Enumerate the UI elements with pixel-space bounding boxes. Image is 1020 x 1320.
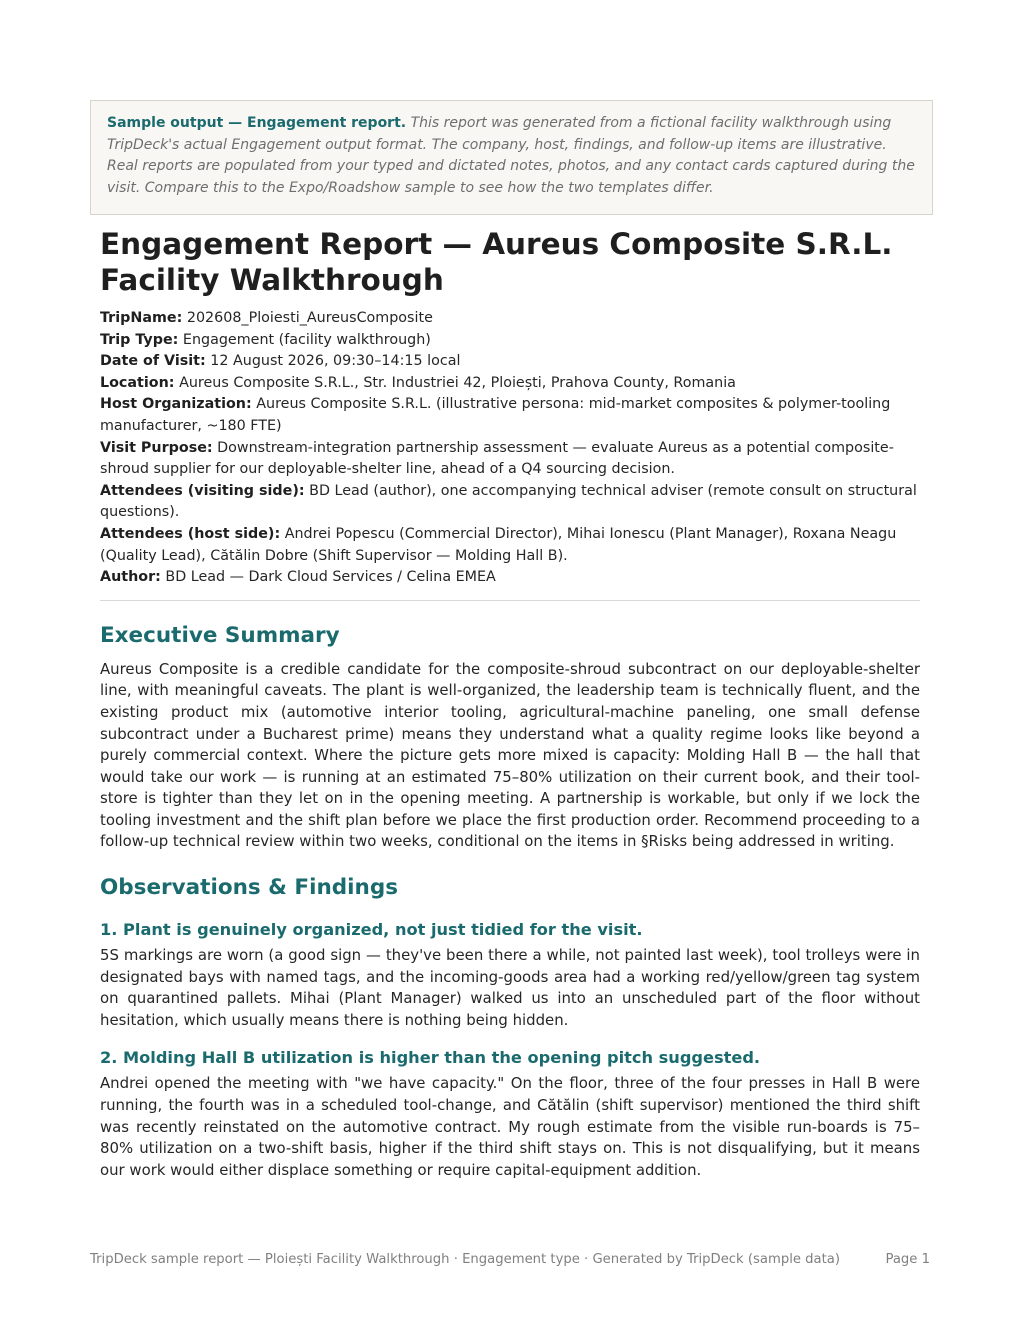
meta-key: Date of Visit: — [100, 353, 206, 370]
sample-notice-text: This report was generated from a fictional facility walkthrough using TripDeck's actual Engagement output format. The company, host, findings, and follow-up items are illustrative. Real reports are populated from your typed and dictated notes, photos, and any contact cards captured during the visit. Compare this to the Expo/Roadshow sample to see how the two templates differ. — [107, 115, 915, 196]
trip-metadata — [100, 308, 920, 589]
meta-value: Downstream-integration partnership assessment — evaluate Aureus as a potential composite-shroud supplier for our deployable-shelter line, ahead of a Q4 sourcing decision. — [100, 439, 894, 478]
meta-host-organization — [100, 394, 920, 437]
meta-value: BD Lead (author), one accompanying technical adviser (remote consult on structural questions). — [100, 482, 917, 521]
meta-key: Location: — [100, 374, 175, 391]
sample-notice-box — [90, 100, 933, 215]
finding-body: Andrei opened the meeting with "we have capacity." On the floor, three of the four presses in Hall B were running, the fourth was in a scheduled tool-change, and Cătălin (shift supervisor) mentioned the third shift was recently reinstated on the automotive contract. My rough estimate from the visible run-boards is 75–80% utilization on a two-shift basis, higher if the third shift stays on. This is not disqualifying, but it means our work would either displace something or require capital-equipment addition. — [100, 1074, 920, 1179]
meta-key: Attendees (host side): — [100, 525, 281, 542]
meta-attendees-visiting — [100, 481, 920, 524]
footer-text: TripDeck sample report — Ploiești Facility Walkthrough · Engagement type · Generated by TripDeck (sample data) — [90, 1252, 841, 1267]
executive-summary-body: Aureus Composite is a credible candidate for the composite-shroud subcontract on our deployable-shelter line, with meaningful caveats. The plant is well-organized, the leadership team is technically fluent, and the existing product mix (automotive interior tooling, agricultural-machine paneling, one small defense subcontract under a Bucharest prime) means they understand what a quality regime looks like beyond a purely commercial context. Where the picture gets more mixed is capacity: Molding Hall B — the hall that would take our work — is running at an estimated 75–80% utilization on their current book, and their tool-store is tighter than they let on in the opening meeting. A partnership is workable, but only if we lock the tooling investment and the shift plan before we place the first production order. Recommend proceeding to a follow-up technical review within two weeks, conditional on the items in §Risks being addressed in writing. — [100, 659, 920, 851]
meta-trip-type — [100, 330, 920, 352]
meta-key: Visit Purpose: — [100, 439, 213, 456]
meta-value: Aureus Composite S.R.L. (illustrative persona: mid-market composites & polymer-tooling manufacturer, ~180 FTE) — [100, 396, 891, 434]
meta-key: Trip Type: — [100, 331, 179, 348]
finding-title: 1. Plant is genuinely organized, not just tidied for the visit. — [100, 920, 643, 940]
meta-value: BD Lead — Dark Cloud Services / Celina EMEA — [165, 569, 496, 586]
meta-key: Attendees (visiting side): — [100, 482, 305, 499]
sample-notice-lead: Sample output — Engagement report. — [107, 115, 407, 131]
report-title: Engagement Report — Aureus Composite S.R.L. Facility Walkthrough — [100, 227, 893, 297]
executive-summary-heading: Executive Summary — [100, 622, 340, 648]
meta-key: Author: — [100, 569, 161, 586]
meta-key: Host Organization: — [100, 396, 252, 413]
meta-location — [100, 373, 920, 395]
observations-heading: Observations & Findings — [100, 875, 399, 901]
finding-body: 5S markings are worn (a good sign — they've been there a while, not painted last week), tool trolleys were in designated bays with named tags, and the incoming-goods area had a working red/yellow/green tag system on quarantined pallets. Mihai (Plant Manager) walked us into an unscheduled part of the floor without hesitation, which usually means there is nothing being hidden. — [100, 946, 920, 1029]
meta-visit-purpose — [100, 438, 920, 481]
meta-value: Engagement (facility walkthrough) — [182, 331, 431, 348]
meta-attendees-host — [100, 524, 920, 567]
report-content — [100, 226, 920, 1181]
section-divider — [100, 600, 920, 601]
page-number: Page 1 — [885, 1252, 930, 1267]
meta-date-of-visit — [100, 351, 920, 373]
meta-value: Aureus Composite S.R.L., Str. Industriei 42, Ploiești, Prahova County, Romania — [179, 374, 736, 391]
finding-title: 2. Molding Hall B utilization is higher than the opening pitch suggested. — [100, 1048, 761, 1068]
meta-trip-name — [100, 308, 920, 330]
meta-key: TripName: — [100, 310, 183, 326]
meta-author — [100, 567, 920, 589]
meta-value: 12 August 2026, 09:30–14:15 local — [210, 353, 461, 370]
meta-value: Andrei Popescu (Commercial Director), Mihai Ionescu (Plant Manager), Roxana Neagu (Quality Lead), Cătălin Dobre (Shift Supervisor — Molding Hall B). — [100, 525, 897, 564]
meta-value: 202608_Ploiesti_AureusComposite — [186, 310, 433, 326]
